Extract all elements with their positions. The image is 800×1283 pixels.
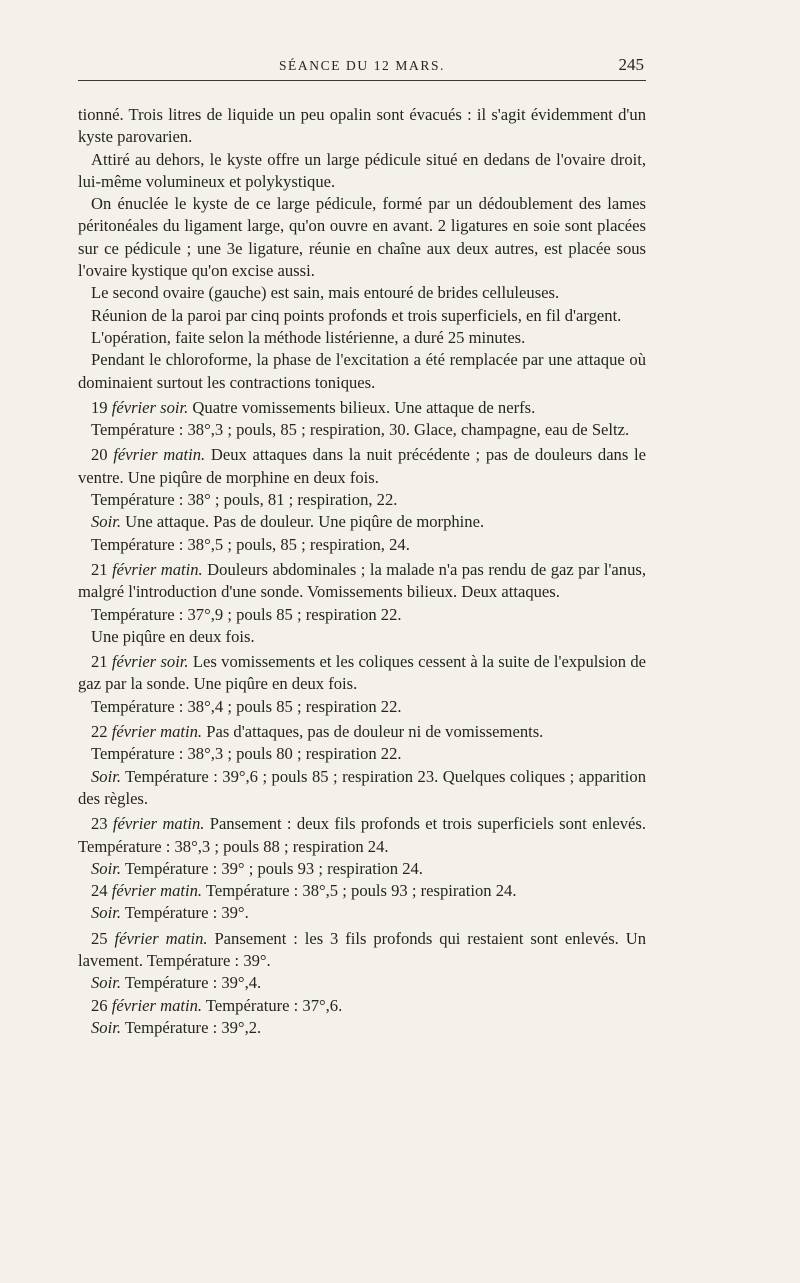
entry (78, 972, 646, 994)
entry-period: Soir. (91, 1017, 121, 1037)
paragraph: Une piqûre en deux fois. (91, 626, 255, 646)
entry-date: 21 (91, 559, 113, 579)
page-header (78, 56, 646, 81)
entry-period: Soir. (91, 512, 121, 532)
entry-text: Quatre vomissements bilieux. Une attaque de nerfs. (188, 397, 536, 417)
entry-period: Soir. (91, 858, 121, 878)
entry-text: Pansement : les 3 fils profonds qui restaient sont enlevés. Un lavement. Température : 39°. (78, 928, 647, 970)
paragraph: Température : 38°,4 ; pouls 85 ; respiration 22. (91, 696, 402, 716)
entry-date: 23 (91, 814, 113, 834)
entry (78, 880, 646, 902)
entry (78, 1017, 646, 1039)
paragraph: Température : 38°,3 ; pouls, 85 ; respiration, 30. Glace, champagne, eau de Seltz. (91, 420, 630, 440)
entry-text: Température : 37°,6. (202, 995, 343, 1015)
entry (78, 721, 646, 743)
entry (78, 559, 646, 604)
entry-period: février soir. (111, 652, 189, 672)
entry-period: février matin. (114, 928, 208, 948)
paragraph: Température : 38°,3 ; pouls 80 ; respiration 22. (91, 744, 402, 764)
paragraph: Le second ovaire (gauche) est sain, mais entouré de brides celluleuses. (91, 283, 560, 303)
entry-text: Deux attaques dans la nuit précédente ; pas de douleurs dans le ventre. Une piqûre de morphine en deux fois. (78, 445, 646, 487)
entry-period: février matin. (111, 881, 203, 901)
entry-period: février matin. (112, 559, 203, 579)
body-text (78, 104, 646, 1039)
entry-text: Une attaque. Pas de douleur. Une piqûre de morphine. (120, 512, 485, 532)
running-title: SÉANCE DU 12 MARS. (278, 58, 446, 73)
paragraph: Attiré au dehors, le kyste offre un large pédicule situé en dedans de l'ovaire droit, lui-même volumineux et polykystique. (78, 149, 646, 191)
entry-date: 24 (91, 881, 112, 901)
entry-period: Soir. (91, 903, 121, 923)
paragraph: On énuclée le kyste de ce large pédicule, formé par un dédoublement des lames péritonéales du ligament large, qu'on ouvre en avant. 2 ligatures en soie sont placées sur ce pédicule ; une 3e ligature, réunie en chaîne aux deux autres, est placée sous l'ovaire kystique qu'on excise aussi. (78, 194, 646, 281)
entry (78, 858, 646, 880)
entry (78, 651, 646, 696)
entry-text: Température : 39°,6 ; pouls 85 ; respiration 23. Quelques coliques ; apparition des règles. (78, 766, 646, 808)
paragraph: Température : 38°,5 ; pouls, 85 ; respiration, 24. (91, 534, 410, 554)
entry-period: février matin. (111, 995, 203, 1015)
entry (78, 766, 646, 811)
entry-period: février matin. (113, 445, 206, 465)
entry-text: Température : 38°,5 ; pouls 93 ; respiration 24. (202, 881, 517, 901)
entry-text: Les vomissements et les coliques cessent à la suite de l'expulsion de gaz par la sonde. Une piqûre en deux fois. (78, 652, 646, 694)
paragraph: tionné. Trois litres de liquide un peu opalin sont évacués : il s'agit évidemment d'un kyste parovarien. (78, 105, 646, 147)
entry-date: 20 (91, 445, 114, 465)
entry-text: Température : 39° ; pouls 93 ; respiration 24. (120, 858, 423, 878)
entry-date: 19 (91, 397, 112, 417)
paragraph: L'opération, faite selon la méthode listérienne, a duré 25 minutes. (91, 327, 526, 347)
page-number: 245 (618, 55, 644, 74)
entry (78, 397, 646, 419)
entry-date: 21 (91, 652, 112, 672)
entry-date: 26 (91, 995, 112, 1015)
entry (78, 902, 646, 924)
paragraph: Température : 37°,9 ; pouls 85 ; respiration 22. (91, 604, 402, 624)
paragraph: Pendant le chloroforme, la phase de l'excitation a été remplacée par une attaque où dominaient surtout les contractions toniques. (78, 350, 646, 392)
entry (78, 928, 646, 973)
entry-text: Température : 39°,2. (120, 1017, 262, 1037)
entry-text: Température : 39°,4. (120, 973, 262, 993)
paragraph: Température : 38° ; pouls, 81 ; respiration, 22. (91, 490, 398, 510)
entry-date: 25 (91, 928, 115, 948)
entry (78, 813, 646, 858)
entry-text: Pansement : deux fils profonds et trois superficiels sont enlevés. Température : 38°,3 ; pouls 88 ; respiration 24. (78, 814, 646, 856)
entry-period: Soir. (91, 973, 121, 993)
entry-text: Température : 39°. (120, 903, 249, 923)
entry-period: février soir. (111, 397, 189, 417)
entry (78, 511, 646, 533)
entry (78, 995, 646, 1017)
entry-text: Pas d'attaques, pas de douleur ni de vomissements. (202, 722, 544, 742)
entry-date: 22 (91, 722, 112, 742)
entry-period: février matin. (111, 722, 203, 742)
entry-text: Douleurs abdominales ; la malade n'a pas rendu de gaz par l'anus, malgré l'introduction d'une sonde. Vomissements bilieux. Deux attaques. (78, 559, 646, 602)
paragraph: Réunion de la paroi par cinq points profonds et trois superficiels, en fil d'argent. (91, 305, 622, 325)
entry (78, 444, 646, 489)
entry-period: Soir. (91, 766, 121, 786)
entry-period: février matin. (112, 814, 205, 834)
